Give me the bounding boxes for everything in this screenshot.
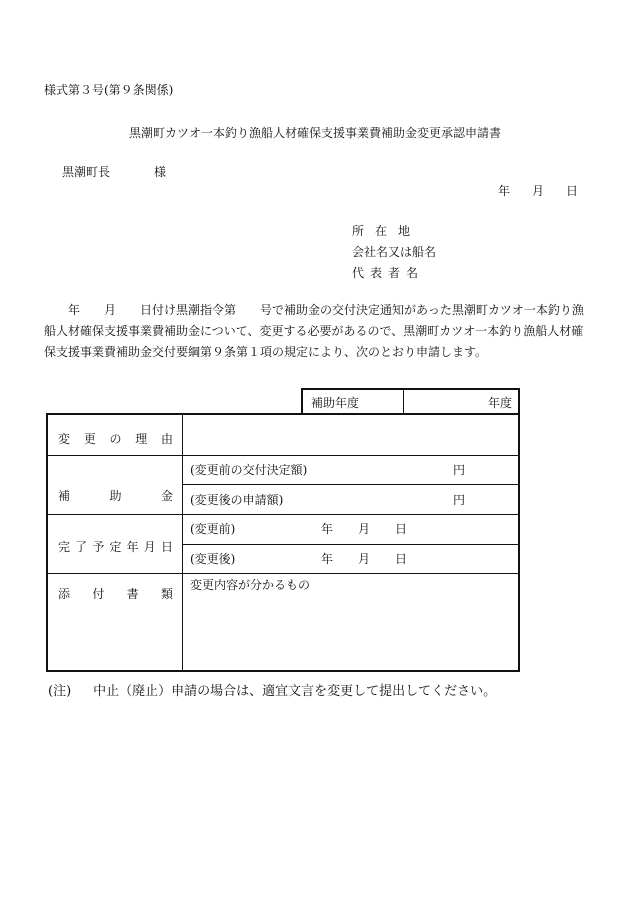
applicant-company-label: 会社名又は船名: [352, 245, 437, 259]
addressee: [62, 166, 166, 178]
reason-label: 変 更 の 理 由: [58, 432, 173, 446]
completion-after-day: 日: [395, 552, 408, 566]
date-year: 年: [498, 184, 511, 198]
footnote-prefix: (注): [48, 684, 72, 699]
addressee-name: 黒潮町長: [62, 165, 111, 179]
date-day: 日: [566, 184, 579, 198]
table-row-divider: [48, 455, 518, 456]
completion-before-month: 月: [358, 522, 371, 536]
document-title: 黒潮町カツオ一本釣り漁船人材確保支援事業費補助金変更承認申請書: [128, 126, 501, 140]
footnote-text: 中止（廃止）申請の場合は、適宜文言を変更して提出してください。: [93, 684, 497, 699]
subsidy-year-unit: 年度: [487, 396, 512, 410]
subsidy-amount-label: 補 助 金: [58, 489, 173, 503]
body-paragraph: 年 月 日付け黒潮指令第 号で補助金の交付決定通知があった黒潮町カツオ一本釣り漁船人材確保支援事業費補助金について、変更する必要があるので、黒潮町カツオ一本釣り漁船人材確保支援事業費補助金交付要綱第９条第１項の規定により、次のとおり申請します。: [44, 303, 584, 359]
date-line: [498, 185, 578, 197]
completion-after-month: 月: [358, 552, 371, 566]
completion-after-label: (変更後): [190, 552, 236, 566]
completion-before-label: (変更前): [190, 522, 236, 536]
amount-after-label: (変更後の申請額): [190, 493, 284, 507]
amount-after-unit: 円: [453, 493, 466, 507]
completion-after-year: 年: [321, 552, 334, 566]
completion-before-day: 日: [395, 522, 408, 536]
completion-before-year: 年: [321, 522, 334, 536]
table-column-divider: [182, 415, 183, 670]
date-month: 月: [532, 184, 545, 198]
attachments-label: 添 付 書 類: [58, 587, 173, 601]
amount-before-unit: 円: [453, 463, 466, 477]
application-table: [46, 413, 520, 672]
addressee-honorific: 様: [154, 165, 167, 179]
form-number: 様式第３号(第９条関係): [44, 83, 174, 97]
table-row-divider: [182, 544, 518, 545]
table-row-divider: [48, 514, 518, 515]
attachments-content: 変更内容が分かるもの: [190, 578, 311, 592]
table-row-divider: [48, 573, 518, 574]
table-row-divider: [182, 484, 518, 485]
applicant-representative-label: 代表者名: [352, 266, 425, 280]
completion-date-label: 完 了 予 定 年 月 日: [58, 540, 173, 554]
applicant-address-label: 所在地: [352, 224, 422, 238]
footnote: [48, 680, 496, 699]
amount-before-label: (変更前の交付決定額): [190, 463, 308, 477]
subsidy-year-divider: [403, 390, 404, 414]
subsidy-year-label: 補助年度: [311, 396, 360, 410]
subsidy-year-box: [301, 388, 520, 414]
